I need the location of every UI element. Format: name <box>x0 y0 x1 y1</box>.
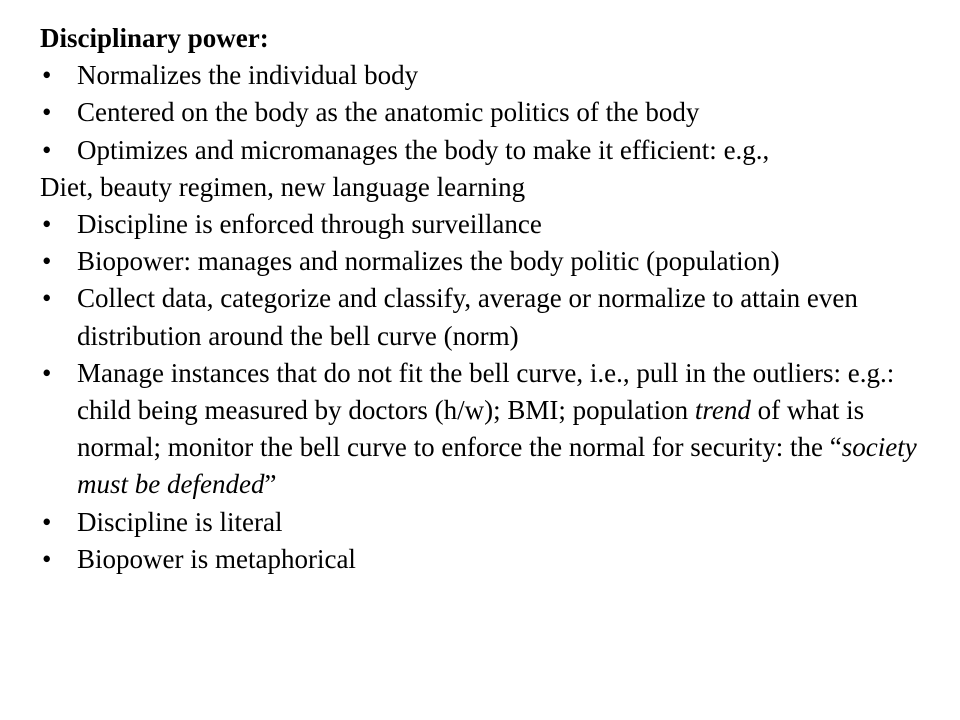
bullet-text-part: Manage instances that do not fit the bell curve, i.e., pull in the outliers: e.g.: child being measured by doctors (h/w); BMI; population <box>77 357 895 426</box>
bullet-text: Discipline is literal <box>77 506 283 537</box>
bullet-item <box>40 541 940 578</box>
bullet-text-part: of what is normal; monitor the bell curve to enforce the normal for security: the “ <box>77 395 865 463</box>
bullet-item <box>40 280 940 354</box>
bullet-marker: • <box>42 246 52 277</box>
italic-text: society must be defended <box>77 432 917 500</box>
bullet-text: Collect data, categorize and classify, average or normalize to attain even distribution around the bell curve (norm) <box>77 283 858 351</box>
bullet-item <box>40 504 940 541</box>
bullet-text <box>77 358 917 500</box>
bullet-marker: • <box>42 60 52 91</box>
bullet-marker: • <box>42 506 52 537</box>
bullet-marker: • <box>42 283 52 314</box>
bullet-item <box>40 57 940 94</box>
bullet-marker: • <box>42 543 52 574</box>
bullet-item <box>40 94 940 131</box>
bullet-text: Normalizes the individual body <box>77 60 419 91</box>
bullet-text: Centered on the body as the anatomic politics of the body <box>77 97 700 128</box>
slide-content <box>40 20 940 578</box>
bullet-text: Optimizes and micromanages the body to make it efficient: e.g., <box>77 134 770 165</box>
bullet-item <box>40 132 940 169</box>
bullet-item <box>40 355 940 504</box>
bullet-text: Discipline is enforced through surveillance <box>77 209 542 240</box>
bullet-marker: • <box>42 357 52 388</box>
continuation-line: Diet, beauty regimen, new language learning <box>40 171 526 202</box>
bullet-text-part: ” <box>264 469 277 500</box>
italic-text: trend <box>694 395 751 426</box>
bullet-marker: • <box>42 209 52 240</box>
bullet-text: Biopower: manages and normalizes the body politic (population) <box>77 246 780 277</box>
bullet-marker: • <box>42 97 52 128</box>
slide-heading: Disciplinary power: <box>40 23 269 53</box>
bullet-item <box>40 206 940 243</box>
bullet-item <box>40 243 940 280</box>
bullet-text: Biopower is metaphorical <box>77 543 356 574</box>
bullet-marker: • <box>42 134 52 165</box>
